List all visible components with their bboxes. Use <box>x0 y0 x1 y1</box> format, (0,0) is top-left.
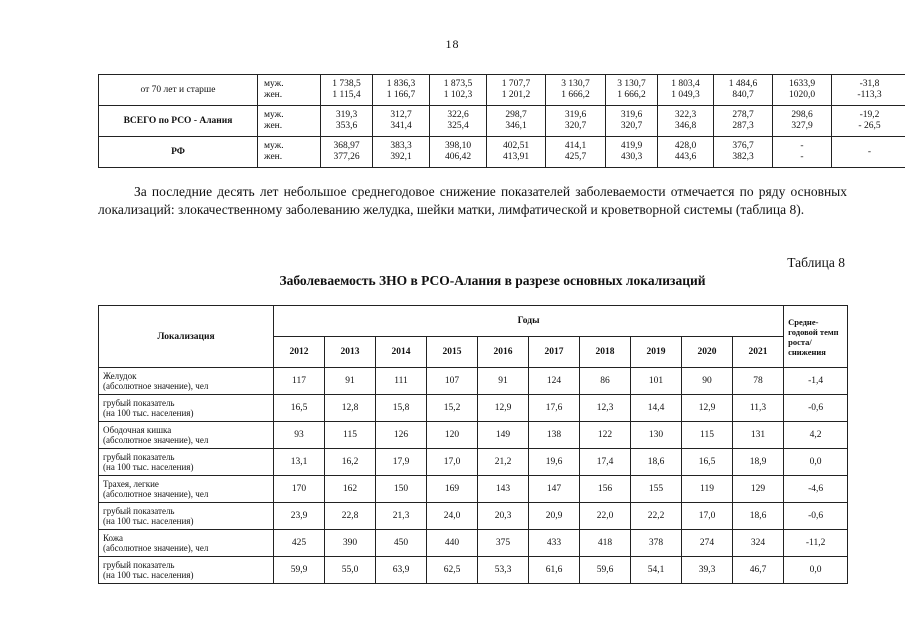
value: 319,6 <box>620 110 643 120</box>
value-cell: 107 <box>427 368 478 395</box>
value-cell: 101 <box>631 368 682 395</box>
table-row <box>99 503 848 530</box>
sex-label: жен. <box>264 121 283 131</box>
value: 414,1 <box>564 141 587 151</box>
localization-label <box>99 395 274 422</box>
table-number: Таблица 8 <box>787 255 845 270</box>
label-line: Желудок <box>103 371 137 381</box>
trend-cell: 0,0 <box>784 449 848 476</box>
value: 287,3 <box>732 121 754 131</box>
value: 1 201,2 <box>501 90 531 100</box>
sex-label: жен. <box>264 90 283 100</box>
label-line: Кожа <box>103 533 124 543</box>
localization-label <box>99 557 274 584</box>
value-cell: 18,9 <box>733 449 784 476</box>
value-cell: 91 <box>325 368 376 395</box>
value-cell: 18,6 <box>733 503 784 530</box>
sex-cell <box>258 137 321 168</box>
value-cell: 324 <box>733 530 784 557</box>
value-cell: 162 <box>325 476 376 503</box>
trend-cell: -0,6 <box>784 395 848 422</box>
body-paragraph: За последние десять лет небольшое среднегодовое снижение показателей заболеваемости отмечается по ряду основных локализаций: злокачественному заболеванию желудка, шейки матки, лимфатической и кроветворной системы (таблица 8). <box>98 184 847 217</box>
value: 376,7 <box>732 141 754 151</box>
value: 319,3 <box>335 110 358 120</box>
row-label: РФ <box>99 137 258 168</box>
localization-label <box>99 368 274 395</box>
value-cell <box>714 106 773 137</box>
value-cell: 378 <box>631 530 682 557</box>
value-cell: 20,9 <box>529 503 580 530</box>
value: 840,7 <box>732 90 754 100</box>
label-line: (на 100 тыс. населения) <box>103 408 194 418</box>
value: 398,10 <box>444 141 472 151</box>
year-header: 2013 <box>325 337 376 368</box>
sex-label: муж. <box>264 79 284 89</box>
value-cell <box>606 137 658 168</box>
value-cell: 55,0 <box>325 557 376 584</box>
localization-label <box>99 476 274 503</box>
value: 1 166,7 <box>386 90 416 100</box>
value-cell: 17,0 <box>682 503 733 530</box>
value-cell: 169 <box>427 476 478 503</box>
value-cell <box>606 106 658 137</box>
value: 392,1 <box>390 152 412 162</box>
continuation-table <box>98 74 905 168</box>
table-row <box>99 422 848 449</box>
value-cell: 450 <box>376 530 427 557</box>
value-cell: 16,2 <box>325 449 376 476</box>
year-header: 2014 <box>376 337 427 368</box>
label-line: (на 100 тыс. населения) <box>103 516 194 526</box>
value-cell: 115 <box>325 422 376 449</box>
value-cell: 63,9 <box>376 557 427 584</box>
label-line: грубый показатель <box>103 452 175 462</box>
value: -19,2 <box>859 110 880 120</box>
label-line: (на 100 тыс. населения) <box>103 570 194 580</box>
value: 327,9 <box>791 121 813 131</box>
label-line: Трахея, легкие <box>103 479 159 489</box>
value-cell: 122 <box>580 422 631 449</box>
value-cell: 17,0 <box>427 449 478 476</box>
value: 1 707,7 <box>501 79 531 89</box>
value: 377,26 <box>333 152 360 162</box>
value-cell: 15,2 <box>427 395 478 422</box>
value-cell <box>606 75 658 106</box>
table-row <box>99 476 848 503</box>
year-header: 2021 <box>733 337 784 368</box>
top-table-row <box>99 106 905 137</box>
label-line: (на 100 тыс. населения) <box>103 462 194 472</box>
value-cell <box>487 75 546 106</box>
year-header: 2012 <box>274 337 325 368</box>
year-header: 2018 <box>580 337 631 368</box>
trend-cell: 4,2 <box>784 422 848 449</box>
label-line: (абсолютное значение), чел <box>103 489 209 499</box>
value-cell <box>546 75 606 106</box>
value: 3 130,7 <box>617 79 646 89</box>
value-cell: 170 <box>274 476 325 503</box>
label-line: грубый показатель <box>103 506 175 516</box>
value-cell <box>373 106 430 137</box>
label-line: грубый показатель <box>103 560 175 570</box>
trend-cell: -11,2 <box>784 530 848 557</box>
value-cell: 390 <box>325 530 376 557</box>
value-cell: 433 <box>529 530 580 557</box>
value: - 26,5 <box>858 121 881 131</box>
value-cell: 12,8 <box>325 395 376 422</box>
sex-label: муж. <box>264 141 284 151</box>
localization-label <box>99 530 274 557</box>
value-cell: 22,0 <box>580 503 631 530</box>
value: 443,6 <box>674 152 697 162</box>
value-cell: 12,9 <box>478 395 529 422</box>
value: 325,4 <box>447 121 469 131</box>
value-cell: 20,3 <box>478 503 529 530</box>
value-cell: 23,9 <box>274 503 325 530</box>
value-cell: 131 <box>733 422 784 449</box>
value: - <box>867 146 872 157</box>
year-header: 2019 <box>631 337 682 368</box>
value-cell: 111 <box>376 368 427 395</box>
value-cell <box>430 75 487 106</box>
value: 1 049,3 <box>671 90 700 100</box>
value: 1 666,2 <box>561 90 590 100</box>
value: 322,6 <box>447 110 469 120</box>
value: 353,6 <box>335 121 358 131</box>
value-cell: 59,9 <box>274 557 325 584</box>
value-cell: 18,6 <box>631 449 682 476</box>
value: - <box>800 141 804 151</box>
row-label: от 70 лет и старше <box>99 75 258 106</box>
value-cell <box>487 137 546 168</box>
value-cell: 440 <box>427 530 478 557</box>
page-number: 18 <box>445 37 460 51</box>
sex-cell <box>258 106 321 137</box>
value-cell <box>658 106 714 137</box>
trend-cell: -0,6 <box>784 503 848 530</box>
value-cell: 119 <box>682 476 733 503</box>
header-trend: Средне-годовой темп роста/ снижения <box>784 306 848 368</box>
year-header: 2020 <box>682 337 733 368</box>
value-cell <box>773 137 832 168</box>
value: -31,8 <box>859 79 880 89</box>
value-cell: 21,3 <box>376 503 427 530</box>
header-localization: Локализация <box>99 306 274 368</box>
value-cell: 155 <box>631 476 682 503</box>
trend-cell: -4,6 <box>784 476 848 503</box>
value: 430,3 <box>620 152 643 162</box>
value-cell <box>430 137 487 168</box>
value-cell <box>487 106 546 137</box>
label-line: (абсолютное значение), чел <box>103 381 209 391</box>
value-cell <box>773 75 832 106</box>
value: 368,97 <box>333 141 360 151</box>
value-cell <box>321 75 373 106</box>
value-cell: 15,8 <box>376 395 427 422</box>
year-header: 2017 <box>529 337 580 368</box>
value-cell <box>321 106 373 137</box>
value: 1 836,3 <box>386 79 416 89</box>
value-cell: 274 <box>682 530 733 557</box>
value: 1 803,4 <box>671 79 700 89</box>
value: 1 102,3 <box>443 90 473 100</box>
value: -113,3 <box>857 90 882 100</box>
value-cell: 375 <box>478 530 529 557</box>
value-cell: 14,4 <box>631 395 682 422</box>
value: 383,3 <box>390 141 412 151</box>
value-cell: 129 <box>733 476 784 503</box>
value-cell: 418 <box>580 530 631 557</box>
value-cell: 12,3 <box>580 395 631 422</box>
value-cell: 12,9 <box>682 395 733 422</box>
value-cell <box>321 137 373 168</box>
value: 341,4 <box>390 121 412 131</box>
value-cell: 147 <box>529 476 580 503</box>
value: 1 738,5 <box>332 79 361 89</box>
value: 419,9 <box>620 141 643 151</box>
value: 425,7 <box>564 152 587 162</box>
value-cell: 22,2 <box>631 503 682 530</box>
value: 322,3 <box>674 110 697 120</box>
value-cell <box>832 137 905 168</box>
value-cell: 78 <box>733 368 784 395</box>
value-cell: 150 <box>376 476 427 503</box>
value-cell: 53,3 <box>478 557 529 584</box>
value-cell: 17,6 <box>529 395 580 422</box>
value: 320,7 <box>564 121 587 131</box>
value: 320,7 <box>620 121 643 131</box>
value-cell: 24,0 <box>427 503 478 530</box>
table-row <box>99 449 848 476</box>
value: 346,8 <box>674 121 697 131</box>
value-cell: 16,5 <box>274 395 325 422</box>
value-cell: 54,1 <box>631 557 682 584</box>
value: - <box>800 152 804 162</box>
trend-cell: -1,4 <box>784 368 848 395</box>
value-cell: 156 <box>580 476 631 503</box>
value-cell: 149 <box>478 422 529 449</box>
header-years: Годы <box>274 306 784 337</box>
value-cell <box>658 75 714 106</box>
sex-label: жен. <box>264 152 283 162</box>
value: 382,3 <box>732 152 754 162</box>
value-cell: 138 <box>529 422 580 449</box>
value-cell: 59,6 <box>580 557 631 584</box>
top-table-row <box>99 137 905 168</box>
value: 3 130,7 <box>561 79 590 89</box>
value-cell: 62,5 <box>427 557 478 584</box>
value-cell <box>773 106 832 137</box>
value: 346,1 <box>505 121 527 131</box>
value-cell: 117 <box>274 368 325 395</box>
value-cell <box>658 137 714 168</box>
value: 1 873,5 <box>443 79 473 89</box>
localization-label <box>99 503 274 530</box>
value-cell <box>714 75 773 106</box>
value-cell: 61,6 <box>529 557 580 584</box>
localization-label <box>99 422 274 449</box>
value-cell <box>430 106 487 137</box>
year-header: 2015 <box>427 337 478 368</box>
value-cell: 22,8 <box>325 503 376 530</box>
value-cell: 93 <box>274 422 325 449</box>
value-cell: 16,5 <box>682 449 733 476</box>
value-cell: 91 <box>478 368 529 395</box>
value: 1 484,6 <box>728 79 758 89</box>
label-line: (абсолютное значение), чел <box>103 435 209 445</box>
table-row <box>99 368 848 395</box>
localization-table <box>98 305 848 584</box>
value-cell: 115 <box>682 422 733 449</box>
trend-cell: 0,0 <box>784 557 848 584</box>
localization-label <box>99 449 274 476</box>
value: 1020,0 <box>788 90 816 100</box>
value: 319,6 <box>564 110 587 120</box>
value-cell: 90 <box>682 368 733 395</box>
value-cell <box>832 75 905 106</box>
value-cell: 124 <box>529 368 580 395</box>
label-line: Ободочная кишка <box>103 425 172 435</box>
value: 406,42 <box>444 152 472 162</box>
value-cell: 11,3 <box>733 395 784 422</box>
value: 402,51 <box>502 141 530 151</box>
table-row <box>99 395 848 422</box>
value: 1 115,4 <box>332 90 361 100</box>
value-cell: 17,9 <box>376 449 427 476</box>
value-cell: 39,3 <box>682 557 733 584</box>
value-cell: 120 <box>427 422 478 449</box>
value-cell <box>373 75 430 106</box>
label-line: грубый показатель <box>103 398 175 408</box>
year-header: 2016 <box>478 337 529 368</box>
sex-cell <box>258 75 321 106</box>
value-cell: 143 <box>478 476 529 503</box>
value-cell: 19,6 <box>529 449 580 476</box>
value-cell: 13,1 <box>274 449 325 476</box>
value-cell: 130 <box>631 422 682 449</box>
table-title: Заболеваемость ЗНО в РСО-Алания в разрезе основных локализаций <box>279 273 706 288</box>
value: 413,91 <box>502 152 530 162</box>
value-cell <box>714 137 773 168</box>
value-cell: 126 <box>376 422 427 449</box>
top-table-row <box>99 75 905 106</box>
value-cell <box>546 106 606 137</box>
label-line: (абсолютное значение), чел <box>103 543 209 553</box>
value: 1 666,2 <box>617 90 646 100</box>
value-cell: 17,4 <box>580 449 631 476</box>
value: 278,7 <box>732 110 754 120</box>
value: 1633,9 <box>788 79 816 89</box>
value-cell: 86 <box>580 368 631 395</box>
value-cell: 46,7 <box>733 557 784 584</box>
value: 298,7 <box>505 110 527 120</box>
value: 312,7 <box>390 110 412 120</box>
table-row <box>99 530 848 557</box>
value-cell: 425 <box>274 530 325 557</box>
value-cell <box>546 137 606 168</box>
value: 428,0 <box>674 141 697 151</box>
value-cell <box>373 137 430 168</box>
value-cell <box>832 106 905 137</box>
row-label: ВСЕГО по РСО - Алания <box>99 106 258 137</box>
table-row <box>99 557 848 584</box>
value-cell: 21,2 <box>478 449 529 476</box>
sex-label: муж. <box>264 110 284 120</box>
value: 298,6 <box>791 110 813 120</box>
